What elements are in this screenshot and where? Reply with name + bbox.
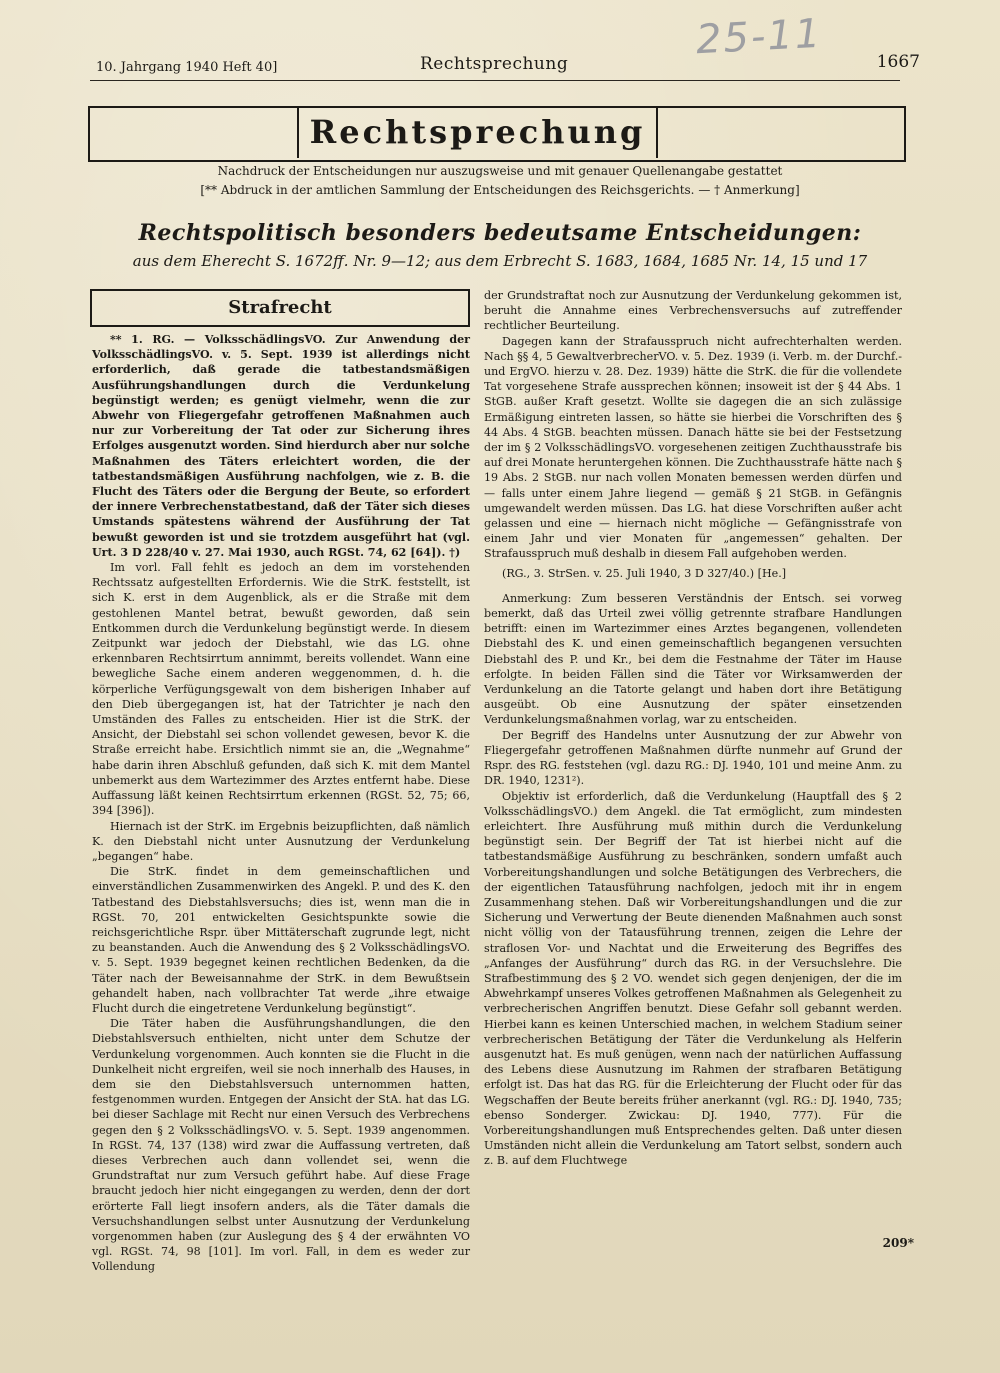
legend-notice: [** Abdruck in der amtlichen Sammlung der Entscheidungen des Reichsgerichts. — † Anmerkung] [200,183,800,197]
signature-mark: 209* [882,1236,914,1250]
running-title: Rechtsprechung [420,54,569,74]
page-title: Rechtsprechung [297,106,658,158]
section-heading: Strafrecht [90,289,470,327]
handwritten-note: 25-11 [694,10,824,64]
headline: Rechtspolitisch besonders bedeutsame Entscheidungen: [138,220,862,246]
paragraph: Im vorl. Fall fehlt es jedoch an dem im vorstehenden Rechtssatz aufgestellten Erfordernis. Wie die StrK. feststellt, ist sich K. erst in dem Augenblick, als er die Straße mit dem gestohlenen Mantel betrat, bewußt geworden, daß sein Entkommen durch die Verdunkelung begünstigt werde. In diesem Zeitpunkt war jedoch der Diebstahl, wie das LG. ohne erkennbaren Rechtsirrtum annimmt, bereits vollendet. Wann eine bewegliche Sache einem anderen weggenommen, d. h. die körperliche Verfügungsgewalt von dem bisherigen Inhaber auf den Dieb übergegangen ist, hat der Tatrichter je nach den Umständen des Falles zu entscheiden. Hier ist die StrK. der Ansicht, der Diebstahl sei schon vollendet gewesen, bevor K. die Straße erreicht habe. Ersichtlich nimmt sie an, die „Wegnahme“ habe darin ihren Abschluß gefunden, daß sich K. mit dem Mantel unbemerkt aus dem Wartezimmer des Arztes entfernt habe. Diese Auffassung läßt keinen Rechtsirrtum erkennen (RGSt. 52, 75; 66, 394 [396]). [92,561,470,818]
leitsatz: ** 1. RG. — VolksschädlingsVO. Zur Anwendung der VolksschädlingsVO. v. 5. Sept. 1939 ist allerdings nicht erforderlich, daß gerade die tatbestandsmäßigen Ausführungshandlungen durch die Verdunkelung begünstigt werden; es genügt vielmehr, wenn die zur Abwehr von Fliegergefahr getroffenen Maßnahmen auch nur zur Vorbereitung der Tat oder zur Sicherung ihres Erfolges ausgenutzt worden. Sind hierdurch aber nur solche Maßnahmen des Täters erleichtert worden, die der tatbestandsmäßigen Ausführung nachfolgen, wie z. B. die Flucht des Täters oder die Bergung der Beute, so erfordert der innere Verbrechenstatbestand, daß der Täter sich dieses Umstands spätestens während der Ausführung der Tat bewußt geworden ist und sie trotzdem ausgeführt hat (vgl. Urt. 3 D 228/40 v. 27. Mai 1930, auch RGSt. 74, 62 [64]). †) [92,333,470,559]
page-number: 1667 [876,52,920,72]
annotation-paragraph: Der Begriff des Handelns unter Ausnutzung der zur Abwehr von Fliegergefahr getroffenen Maßnahmen dürfte nunmehr auf Grund der Rspr. des RG. feststehen (vgl. dazu RG.: DJ. 1940, 101 und meine Anm. zu DR. 1940, 1231²). [484,728,902,788]
court-citation: (RG., 3. StrSen. v. 25. Juli 1940, 3 D 327/40.) [He.] [502,566,787,580]
left-column [92,332,470,1275]
paragraph: Dagegen kann der Strafausspruch nicht aufrechterhalten werden. Nach §§ 4, 5 GewaltverbrecherVO. v. 5. Dez. 1939 (i. Verb. m. der Durchf.- und ErgVO. hierzu v. 28. Dez. 1939) hätte die StrK. die für die vollendete Tat vorgesehene Strafe aussprechen können; insoweit ist der § 44 Abs. 1 StGB. außer Kraft gesetzt. Wollte sie dagegen die an sich zulässige Ermäßigung eintreten lassen, so hätte sie hierbei die Vorschriften des § 44 Abs. 4 StGB. beachten müssen. Danach hätte sie bei der Festsetzung der im § 2 VolksschädlingsVO. vorgesehenen zeitigen Zuchthausstrafe bis auf drei Monate heruntergehen können. Die Zuchthausstrafe hätte nach § 19 Abs. 2 StGB. nur nach vollen Monaten bemessen werden dürfen und — falls unter einem Jahre liegend — gemäß § 21 StGB. in Gefängnis umgewandelt werden müssen. Das LG. hat diese Vorschriften außer acht gelassen und eine — hiernach nicht mögliche — Gefängnisstrafe von einem Jahr und vier Monaten für „angemessen“ gehalten. Der Strafausspruch muß deshalb in diesem Fall aufgehoben werden. [484,334,902,561]
paragraph: Die Täter haben die Ausführungshandlungen, die den Diebstahlsversuch enthielten, nicht unter dem Schutze der Verdunkelung vorgenommen. Auch konnten sie die Flucht in die Dunkelheit nicht ergreifen, weil sie noch innerhalb des Hauses, in dem sie den Diebstahlsversuch unternommen hatten, festgenommen wurden. Entgegen der Ansicht der StA. hat das LG. bei dieser Sachlage mit Recht nur einen Versuch des Verbrechens gegen den § 2 VolksschädlingsVO. v. 5. Sept. 1939 angenommen. In RGSt. 74, 137 (138) wird zwar die Auffassung vertreten, daß dieses Verbrechen auch dann vollendet sei, wenn die Grundstraftat nur zum Versuch geführt habe. Auf diese Frage braucht jedoch hier nicht eingegangen zu werden, denn der dort erörterte Fall liegt insofern anders, als die Täter damals die Versuchshandlungen selbst unter Ausnutzung der Verdunkelung vorgenommen haben (zur Auslegung des § 4 der erwähnten VO vgl. RGSt. 74, 98 [101]. Im vorl. Fall, in dem es weder zur Vollendung [92,1017,470,1274]
running-header [90,52,920,81]
annotation-paragraph: Anmerkung: Zum besseren Verständnis der Entsch. sei vorweg bemerkt, daß das Urteil zwei völlig getrennte strafbare Handlungen betrifft: einen im Wartezimmer eines Arztes begangenen, vollendeten Diebstahl des K. und einen gemeinschaftlich begangenen versuchten Diebstahl des P. und Kr., bei dem die Festnahme der Täter im Hause erfolgte. In beiden Fällen sind die Täter vor Wirksamwerden der Verdunkelung an die Tatorte gelangt und haben dort ihre Betätigung ausgeübt. Ob eine Ausnutzung der später einsetzenden Verdunkelungsmaßnahmen vorlag, war zu entscheiden. [484,591,902,727]
title-box [88,106,906,162]
headline-references: aus dem Eherecht S. 1672ff. Nr. 9—12; aus dem Erbrecht S. 1683, 1684, 1685 Nr. 14, 15 und 17 [132,252,868,270]
paragraph: der Grundstraftat noch zur Ausnutzung der Verdunkelung gekommen ist, beruht die Annahme eines Verbrechensversuchs auf zutreffender rechtlicher Beurteilung. [484,289,902,333]
paragraph: Hiernach ist der StrK. im Ergebnis beizupflichten, daß nämlich K. den Diebstahl nicht unter Ausnutzung der Verdunkelung „begangen“ habe. [92,819,470,863]
annotation-paragraph: Objektiv ist erforderlich, daß die Verdunkelung (Hauptfall des § 2 VolksschädlingsVO.) dem Angekl. die Tat ermöglicht, zum mindesten erleichtert. Ihre Ausführung muß mithin durch die Verdunkelung begünstigt sein. Der Begriff der Tat ist hierbei nicht auf die tatbestandsmäßige Ausführung zu beschränken, sondern umfaßt auch Vorbereitungshandlungen und solche Betätigungen des Verbrechers, die der eigentlichen Tatausführung nachfolgen, jedoch mit ihr in engem Zusammenhang stehen. Daß wir Vorbereitungshandlungen und die zur Sicherung und Verwertung der Beute dienenden Maßnahmen auch sonst nicht völlig von der Tatausführung trennen, zeigen die Lehre der straflosen Vor- und Nachtat und die Erweiterung des Begriffes des „Anfanges der Ausführung“ durch das RG. in der Versuchslehre. Die Strafbestimmung des § 2 VO. wendet sich gegen denjenigen, der die im Abwehrkampf unseres Volkes getroffenen Maßnahmen als Gelegenheit zu verbrecherischen Angriffen benutzt. Diese Gefahr soll gebannt werden. Hierbei kann es keinen Unterschied machen, in welchem Stadium seiner verbrecherischen Betätigung der Täter die Verdunkelung als Helferin ausgenutzt hat. Es muß genügen, wenn nach der natürlichen Auffassung des Lebens diese Ausnutzung im Rahmen der strafbaren Betätigung erfolgt ist. Das hat das RG. für die Erleichterung der Flucht oder für das Wegschaffen der Beute bereits früher anerkannt (vgl. RG.: DJ. 1940, 735; ebenso Sonderger. Zwickau: DJ. 1940, 777). Für die Vorbereitungshandlungen muß Entsprechendes gelten. Daß unter diesen Umständen nicht allein die Verdunkelung am Tatort selbst, sondern auch z. B. auf dem Fluchtwege [484,789,902,1168]
issue-info: 10. Jahrgang 1940 Heft 40] [96,60,278,75]
paragraph: Die StrK. findet in dem gemeinschaftlichen und einverständlichen Zusammenwirken des Angekl. P. und des K. den Tatbestand des Diebstahlsversuchs; dies ist, wenn man die in RGSt. 70, 201 entwickelten Gesichtspunkte sowie die reichsgerichtliche Rspr. über Mittäterschaft zugrunde legt, nicht zu beanstanden. Auch die Anwendung des § 2 VolksschädlingsVO. v. 5. Sept. 1939 begegnet keinen rechtlichen Bedenken, da die Täter nach der Beweisannahme der StrK. in dem Bewußtsein gehandelt haben, nach vollbrachter Tat werde „ihre etwaige Flucht durch die eingetretene Verdunkelung begünstigt“. [92,865,470,1015]
reprint-notice: Nachdruck der Entscheidungen nur auszugsweise und mit genauer Quellenangabe gestattet [217,164,783,178]
right-column [484,288,902,1169]
